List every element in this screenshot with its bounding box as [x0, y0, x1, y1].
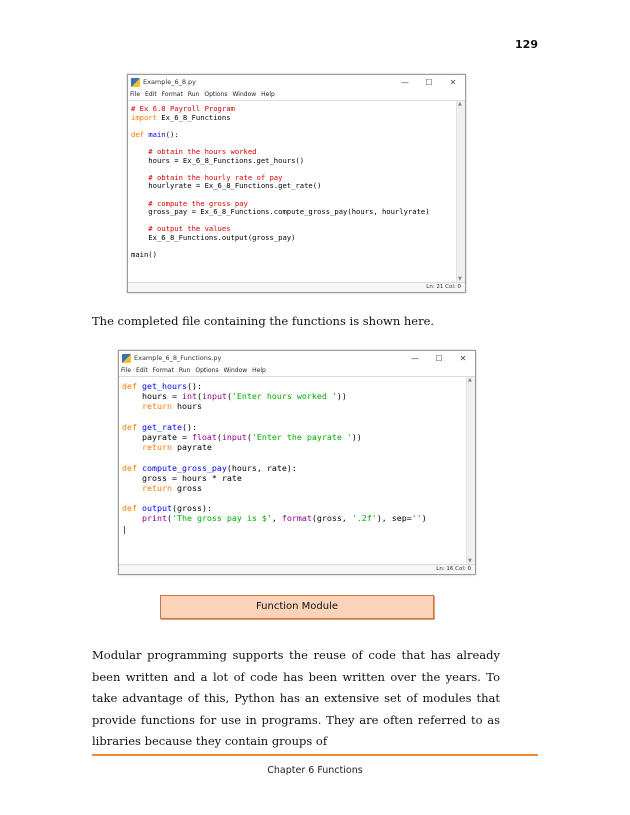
scroll-up-icon[interactable]: ▲: [458, 101, 462, 107]
code-line: [122, 401, 475, 411]
code-line: [122, 381, 475, 391]
code-line: [122, 473, 475, 483]
code-line: [122, 513, 475, 523]
code-line: [122, 483, 475, 493]
code-token: # obtain the hourly rate of pay: [131, 172, 283, 182]
idle-window-functions: [118, 350, 476, 575]
menu-run[interactable]: Run: [178, 367, 191, 374]
code-token: ,: [271, 513, 282, 524]
code-token: ():: [165, 129, 179, 139]
code-token: import: [131, 112, 157, 122]
code-line: [122, 442, 475, 452]
code-token: def: [122, 381, 137, 391]
window-title: Example_6_8_Functions.py: [134, 354, 222, 362]
code-line: [122, 452, 475, 462]
code-token: (: [166, 513, 172, 524]
scroll-down-icon[interactable]: ▼: [458, 276, 462, 282]
code-token: gross: [171, 482, 202, 493]
code-token: def: [122, 503, 137, 514]
scroll-down-icon[interactable]: ▼: [468, 558, 472, 564]
code-line: [131, 208, 465, 217]
code-token: def: [122, 421, 137, 432]
code-token: ), sep=: [376, 513, 412, 524]
close-icon[interactable]: ✕: [449, 77, 457, 87]
code-token: hours: [171, 401, 202, 412]
code-token: ():: [186, 381, 202, 391]
menu-format[interactable]: Format: [152, 367, 174, 374]
code-token: [122, 483, 142, 493]
code-line: [131, 157, 465, 166]
code-token: input: [201, 391, 227, 402]
code-token: 'The gross pay is $': [171, 513, 272, 524]
menu-bar: [119, 365, 475, 377]
code-token: hours = Ex_6_8_Functions.get_hours(): [131, 155, 305, 165]
vertical-scrollbar[interactable]: [456, 101, 465, 282]
code-token: return: [141, 442, 172, 453]
code-line: [122, 524, 475, 534]
code-token: payrate: [171, 442, 212, 453]
body-paragraph: The completed file containing the functions is shown here.: [92, 314, 435, 328]
code-token: ): [421, 513, 427, 524]
code-token: 'Enter the payrate ': [251, 431, 352, 442]
code-token: (hours, rate):: [226, 462, 297, 473]
code-token: main: [148, 129, 166, 139]
minimize-icon[interactable]: —: [401, 77, 409, 87]
status-bar: Ln: 21 Col: 0: [128, 282, 465, 292]
chapter-footer: Chapter 6 Functions: [267, 765, 363, 776]
code-token: [122, 513, 142, 523]
menu-help[interactable]: Help: [261, 91, 275, 98]
code-token: (gross):: [171, 503, 212, 514]
close-icon[interactable]: ✕: [459, 353, 467, 363]
code-line: [131, 122, 465, 131]
code-token: gross_pay = Ex_6_8_Functions.compute_gross_pay(hours, hourlyrate): [131, 207, 430, 217]
code-token: 'Enter hours worked ': [231, 391, 337, 402]
code-line: [131, 234, 465, 243]
menu-options[interactable]: Options: [195, 367, 219, 374]
code-token: (: [226, 391, 232, 402]
code-token: (: [216, 431, 222, 442]
code-token: [122, 442, 142, 452]
code-token: '.2f': [351, 513, 377, 524]
code-line: [122, 463, 475, 473]
menu-format[interactable]: Format: [161, 91, 183, 98]
window-title: Example_6_8.py: [143, 78, 197, 86]
code-line: [122, 493, 475, 503]
code-line: [122, 503, 475, 513]
menu-edit[interactable]: Edit: [136, 367, 148, 374]
page-number: 129: [515, 38, 538, 51]
vertical-scrollbar[interactable]: [466, 377, 475, 564]
code-line: [131, 114, 465, 123]
minimize-icon[interactable]: —: [411, 353, 419, 363]
code-line: [131, 243, 465, 252]
code-token: )): [336, 391, 347, 402]
python-idle-icon: [122, 354, 131, 363]
menu-run[interactable]: Run: [187, 91, 200, 98]
window-titlebar[interactable]: [119, 351, 475, 365]
code-editor[interactable]: [119, 377, 475, 534]
code-token: get_hours: [142, 381, 187, 391]
code-token: return: [141, 482, 172, 493]
maximize-icon[interactable]: ☐: [435, 353, 443, 363]
code-token: Ex_6_8_Functions.output(gross_pay): [131, 232, 296, 242]
status-bar: Ln: 16 Col: 0: [119, 564, 475, 574]
code-token: (: [196, 391, 202, 402]
menu-window[interactable]: Window: [232, 91, 257, 98]
idle-window-payroll: [127, 74, 466, 293]
code-line: [131, 182, 465, 191]
code-editor[interactable]: [128, 101, 465, 260]
python-idle-icon: [131, 78, 140, 87]
code-line: [122, 412, 475, 422]
code-token: def: [131, 129, 144, 139]
code-token: output: [142, 503, 172, 514]
code-line: [122, 391, 475, 401]
code-token: float: [191, 431, 217, 442]
code-token: hours =: [122, 391, 182, 402]
footer-divider: [92, 754, 538, 756]
code-token: [122, 401, 142, 411]
code-token: def: [122, 462, 137, 473]
code-line: [131, 131, 465, 140]
menu-bar: [128, 89, 465, 101]
menu-file[interactable]: File: [121, 367, 132, 374]
code-token: '': [411, 513, 422, 524]
code-line: [122, 432, 475, 442]
menu-window[interactable]: Window: [223, 367, 248, 374]
menu-edit[interactable]: Edit: [145, 91, 157, 98]
maximize-icon[interactable]: ☐: [425, 77, 433, 87]
code-token: payrate =: [122, 431, 192, 442]
code-token: format: [281, 513, 312, 524]
code-token: hourlyrate = Ex_6_8_Functions.get_rate(): [131, 181, 322, 191]
code-token: ():: [181, 421, 197, 432]
body-paragraph: Modular programming supports the reuse of code that has already been written and a lot of code has been written over the years. To take advantage of this, Python has an extensive set of modules that provide functions for use in programs. They are often referred to as libraries because they contain groups of: [92, 648, 500, 748]
menu-help[interactable]: Help: [252, 367, 266, 374]
window-titlebar[interactable]: [128, 75, 465, 89]
code-token: Ex_6_8_Functions: [156, 112, 231, 122]
scroll-up-icon[interactable]: ▲: [468, 377, 472, 383]
code-token: # compute the gross pay: [131, 198, 248, 208]
code-token: # Ex 6.8 Payroll Program: [131, 104, 235, 113]
figure-caption: Function Module: [160, 595, 434, 619]
code-token: (gross,: [311, 513, 352, 524]
code-token: (: [246, 431, 252, 442]
code-token: return: [141, 401, 172, 412]
code-token: print: [141, 513, 167, 524]
code-token: input: [221, 431, 247, 442]
code-token: # output the values: [131, 224, 231, 234]
code-line: [122, 422, 475, 432]
code-token: # obtain the hours worked: [131, 146, 257, 156]
code-token: int: [181, 391, 197, 402]
code-line: [131, 251, 465, 260]
menu-file[interactable]: File: [130, 91, 141, 98]
code-token: main(): [131, 250, 157, 260]
code-token: compute_gross_pay: [142, 462, 227, 473]
code-token: )): [351, 431, 362, 442]
code-token: gross = hours * rate: [122, 472, 242, 483]
menu-options[interactable]: Options: [204, 91, 228, 98]
code-token: |: [122, 523, 127, 534]
code-token: get_rate: [142, 421, 182, 432]
